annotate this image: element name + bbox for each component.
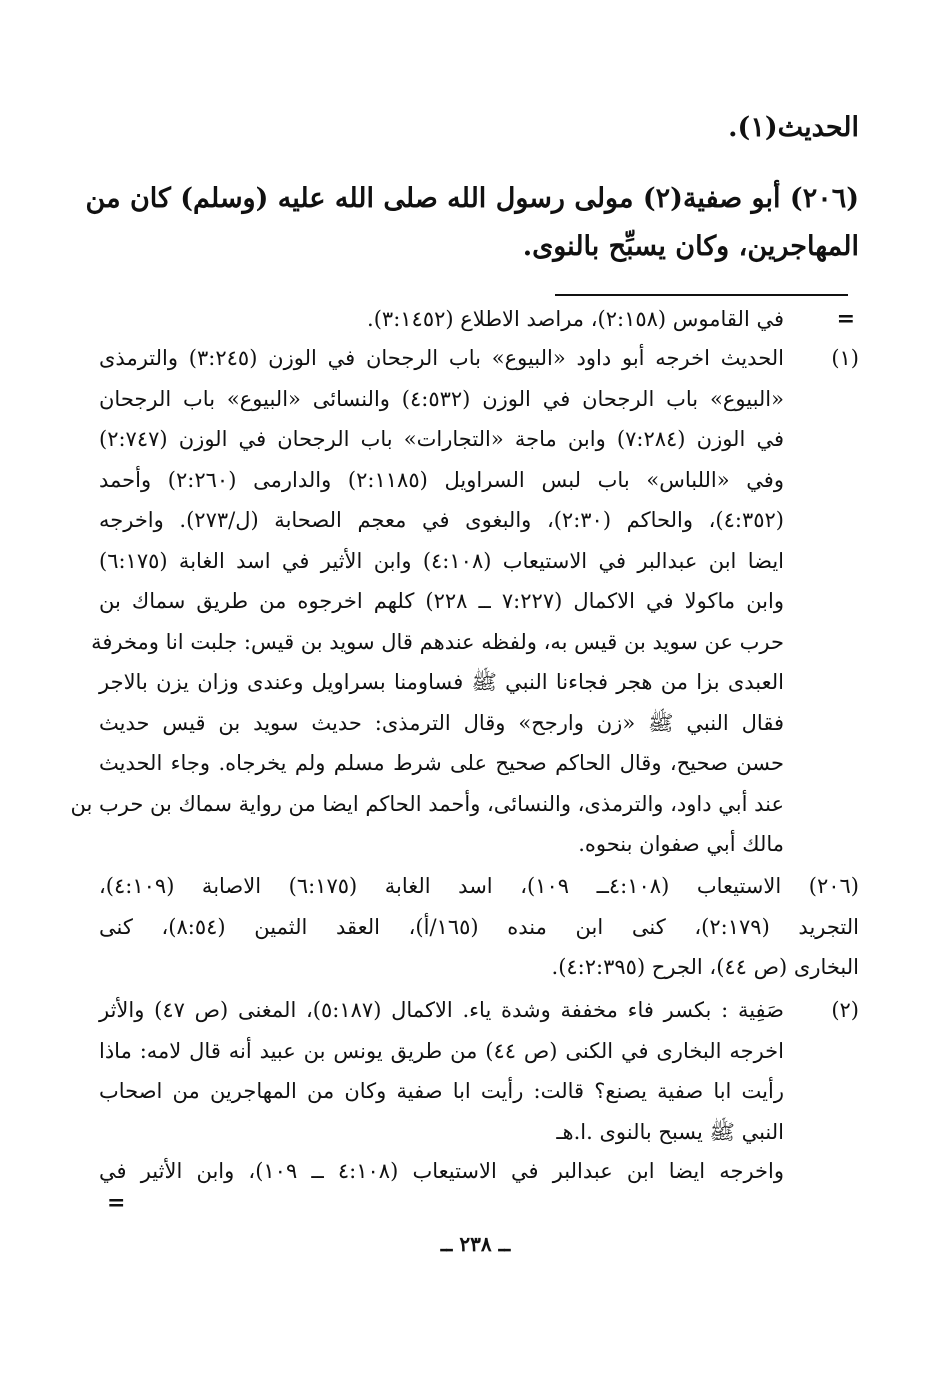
footnote-1 (70, 338, 859, 865)
footnote-continued (99, 299, 859, 340)
footnote-line: حسن صحيح، وقال الحاكم صحيح على شرط مسلم ولم يخرجاه. وجاء الحديث (99, 751, 784, 775)
footnote-line: وابن ماكولا في الاكمال (٧:٢٢٧ ــ ٢٢٨) كلهم اخرجوه من طريق سماك بن (99, 589, 784, 613)
footnote-line: وفي «اللباس» باب لبس السراويل (٢:١١٨٥) والدارمى (٢:٢٦٠) وأحمد (99, 467, 784, 492)
footnote-line: النبي ﷺ يسبح بالنوى .ا.هـ (556, 1119, 784, 1144)
footnote-2-continuation (99, 1151, 859, 1216)
footnote-1-number: (١) (831, 346, 859, 370)
footnote-206-body (99, 866, 859, 988)
footnote-2-body (99, 990, 784, 1152)
footnote-line: صَفِية : بكسر فاء مخففة وشدة ياء. الاكمال (٥:١٨٧)، المغنى (ص ٤٧) والأثر (99, 998, 784, 1022)
footnote-line: فقال النبي ﷺ «زن وارجح» وقال الترمذى: حديث سويد بن قيس حديث (99, 710, 784, 735)
footnote-line (99, 866, 859, 907)
entry-206-line-2: المهاجرين، وكان يسبِّح بالنوى. (522, 231, 859, 262)
continued-marker: = (836, 306, 855, 332)
footnote-line: ايضا ابن عبدالبر في الاستيعاب (٤:١٠٨) وابن الأثير في اسد الغابة (٦:١٧٥) (99, 548, 784, 573)
entry-206-line-1: (٢٠٦) أبو صفية(٢) مولى رسول الله صلى الله عليه (وسلم) كان من (85, 183, 859, 214)
footnote-line: «البيوع» باب الرجحان في الوزن (٤:٥٣٢) والنسائى «البيوع» باب الرجحان (99, 386, 784, 411)
footnote-line: مالك أبي صفوان بنحوه. (578, 832, 784, 856)
footnote-line: (٤:٣٥٢)، والحاكم (٢:٣٠)، والبغوى في معجم الصحابة (ل/٢٧٣). واخرجه (99, 508, 784, 532)
page-number (0, 1232, 951, 1256)
footnote-line: في الوزن (٧:٢٨٤) وابن ماجة «التجارات» باب الرجحان في الوزن (٢:٧٤٧) (99, 427, 784, 451)
continues-marker: = (107, 1190, 126, 1216)
footnote-1-body (70, 338, 784, 865)
footnote-separator (555, 294, 848, 296)
footnote-line: اخرجه البخارى في الكنى (ص ٤٤) من طريق يونس بن عبيد أنه قال لامه: ماذا (99, 1038, 785, 1063)
footnote-line: رأيت ابا صفية يصنع؟ قالت: رأيت ابا صفية وكان من المهاجرين من اصحاب (99, 1079, 784, 1103)
footnote-2-number: (٢) (831, 998, 859, 1022)
footnote-2 (99, 990, 859, 1152)
footnote-line: البخارى (ص ٤٤)، الجرح (٤:٢:٣٩٥). (551, 955, 859, 979)
hadith-line: الحديث(١). (728, 112, 859, 143)
footnote-206-number: (٢٠٦) (808, 874, 859, 898)
page-number-text: ــ ٢٣٨ ــ (440, 1232, 511, 1256)
footnote-line: عند أبي داود، والترمذى، والنسائى، وأحمد الحاكم ايضا من رواية سماك بن حرب بن (70, 791, 784, 816)
continued-text: في القاموس (٢:١٥٨)، مراصد الاطلاع (٣:١٤٥٢). (367, 307, 784, 331)
footnote-line-text: الاستيعاب (٤:١٠٨ــ ١٠٩)، اسد الغابة (٦:١٧٥) الاصابة (٤:١٠٩)، (99, 874, 809, 898)
footnote-line: حرب عن سويد بن قيس به، ولفظه عندهم قال سويد بن قيس: جلبت انا ومخرفة (91, 629, 784, 654)
footnote-line: التجريد (٢:١٧٩)، كنى ابن منده (١٦٥/أ)، العقد الثمين (٨:٥٤)، كنى (99, 914, 860, 939)
footnote-206 (99, 866, 859, 988)
footnote-2-continuation-text: واخرجه ايضا ابن عبدالبر في الاستيعاب (٤:١٠٨ ــ ١٠٩)، وابن الأثير في (99, 1159, 784, 1183)
footnote-line: العبدى بزا من هجر فجاءنا النبي ﷺ فساومنا بسراويل وعندى وزان يزن بالاجر (99, 670, 784, 694)
footnote-line: الحديث اخرجه أبو داود «البيوع» باب الرجحان في الوزن (٣:٢٤٥) والترمذى (99, 346, 784, 370)
